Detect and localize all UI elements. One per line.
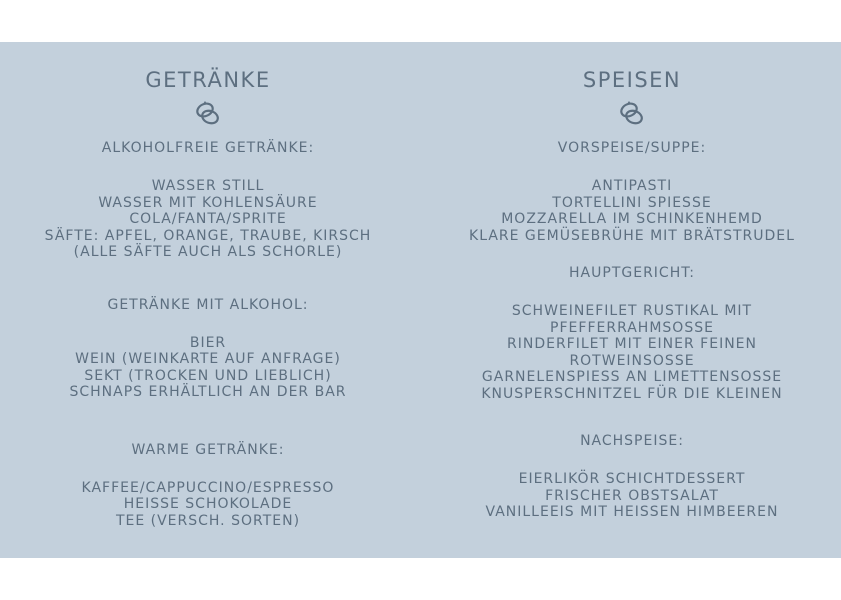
section-heading: WARME GETRÄNKE: (131, 441, 285, 458)
menu-item: WEIN (WEINKARTE AUF ANFRAGE) (75, 351, 341, 367)
menu-item: SCHNAPS ERHÄLTLICH AN DER BAR (69, 384, 347, 400)
menu-item: TEE (VERSCH. SORTEN) (115, 512, 301, 529)
menu-item: RINDERFILET MIT EINER FEINEN (506, 336, 757, 352)
section-starter (430, 140, 834, 244)
section-heading: GETRÄNKE MIT ALKOHOL: (107, 296, 309, 313)
menu-item: (ALLE SÄFTE AUCH ALS SCHORLE) (73, 244, 343, 260)
section-alcohol (0, 297, 416, 401)
wedding-rings-icon (616, 98, 648, 130)
menu-card (0, 42, 841, 558)
menu-item: ROTWEINSOSSE (569, 352, 695, 369)
menu-item: BIER (189, 334, 227, 351)
menu-item: WASSER STILL (151, 178, 265, 194)
food-column (430, 42, 834, 521)
section-heading: ALKOHOLFREIE GETRÄNKE: (101, 140, 315, 156)
menu-item: SÄFTE: APFEL, ORANGE, TRAUBE, KIRSCH (44, 227, 372, 244)
section-dessert (430, 433, 834, 521)
menu-item: MOZZARELLA IM SCHINKENHEMD (501, 211, 763, 227)
section-main (430, 265, 834, 402)
menu-item: COLA/FANTA/SPRITE (129, 211, 287, 227)
drinks-title: GETRÄNKE (145, 68, 271, 92)
wedding-rings-icon (192, 98, 224, 130)
menu-item: HEISSE SCHOKOLADE (123, 496, 293, 512)
menu-item: KAFFEE/CAPPUCCINO/ESPRESSO (81, 479, 335, 496)
menu-item: VANILLEEIS MIT HEISSEN HIMBEEREN (485, 504, 779, 520)
menu-item: ANTIPASTI (591, 178, 673, 194)
section-alcohol-free (0, 140, 416, 261)
section-heading: HAUPTGERICHT: (569, 265, 695, 281)
menu-item: WASSER MIT KOHLENSÄURE (98, 194, 318, 211)
section-heading: VORSPEISE/SUPPE: (557, 140, 707, 156)
menu-item: FRISCHER OBSTSALAT (545, 487, 719, 504)
menu-item: EIERLIKÖR SCHICHTDESSERT (518, 471, 746, 487)
section-heading: NACHSPEISE: (580, 433, 684, 449)
menu-item: PFEFFERRAHMSOSSE (550, 319, 714, 336)
section-warm-drinks (0, 442, 416, 530)
menu-item: TORTELLINI SPIESSE (552, 194, 712, 211)
menu-item: SCHWEINEFILET RUSTIKAL MIT (511, 303, 753, 319)
menu-item: KLARE GEMÜSEBRÜHE MIT BRÄTSTRUDEL (469, 227, 795, 244)
menu-item: KNUSPERSCHNITZEL FÜR DIE KLEINEN (481, 385, 783, 402)
menu-item: SEKT (TROCKEN UND LIEBLICH) (84, 367, 332, 384)
food-title: SPEISEN (582, 68, 682, 92)
menu-item: GARNELENSPIESS AN LIMETTENSOSSE (481, 369, 783, 385)
drinks-column (0, 42, 416, 529)
